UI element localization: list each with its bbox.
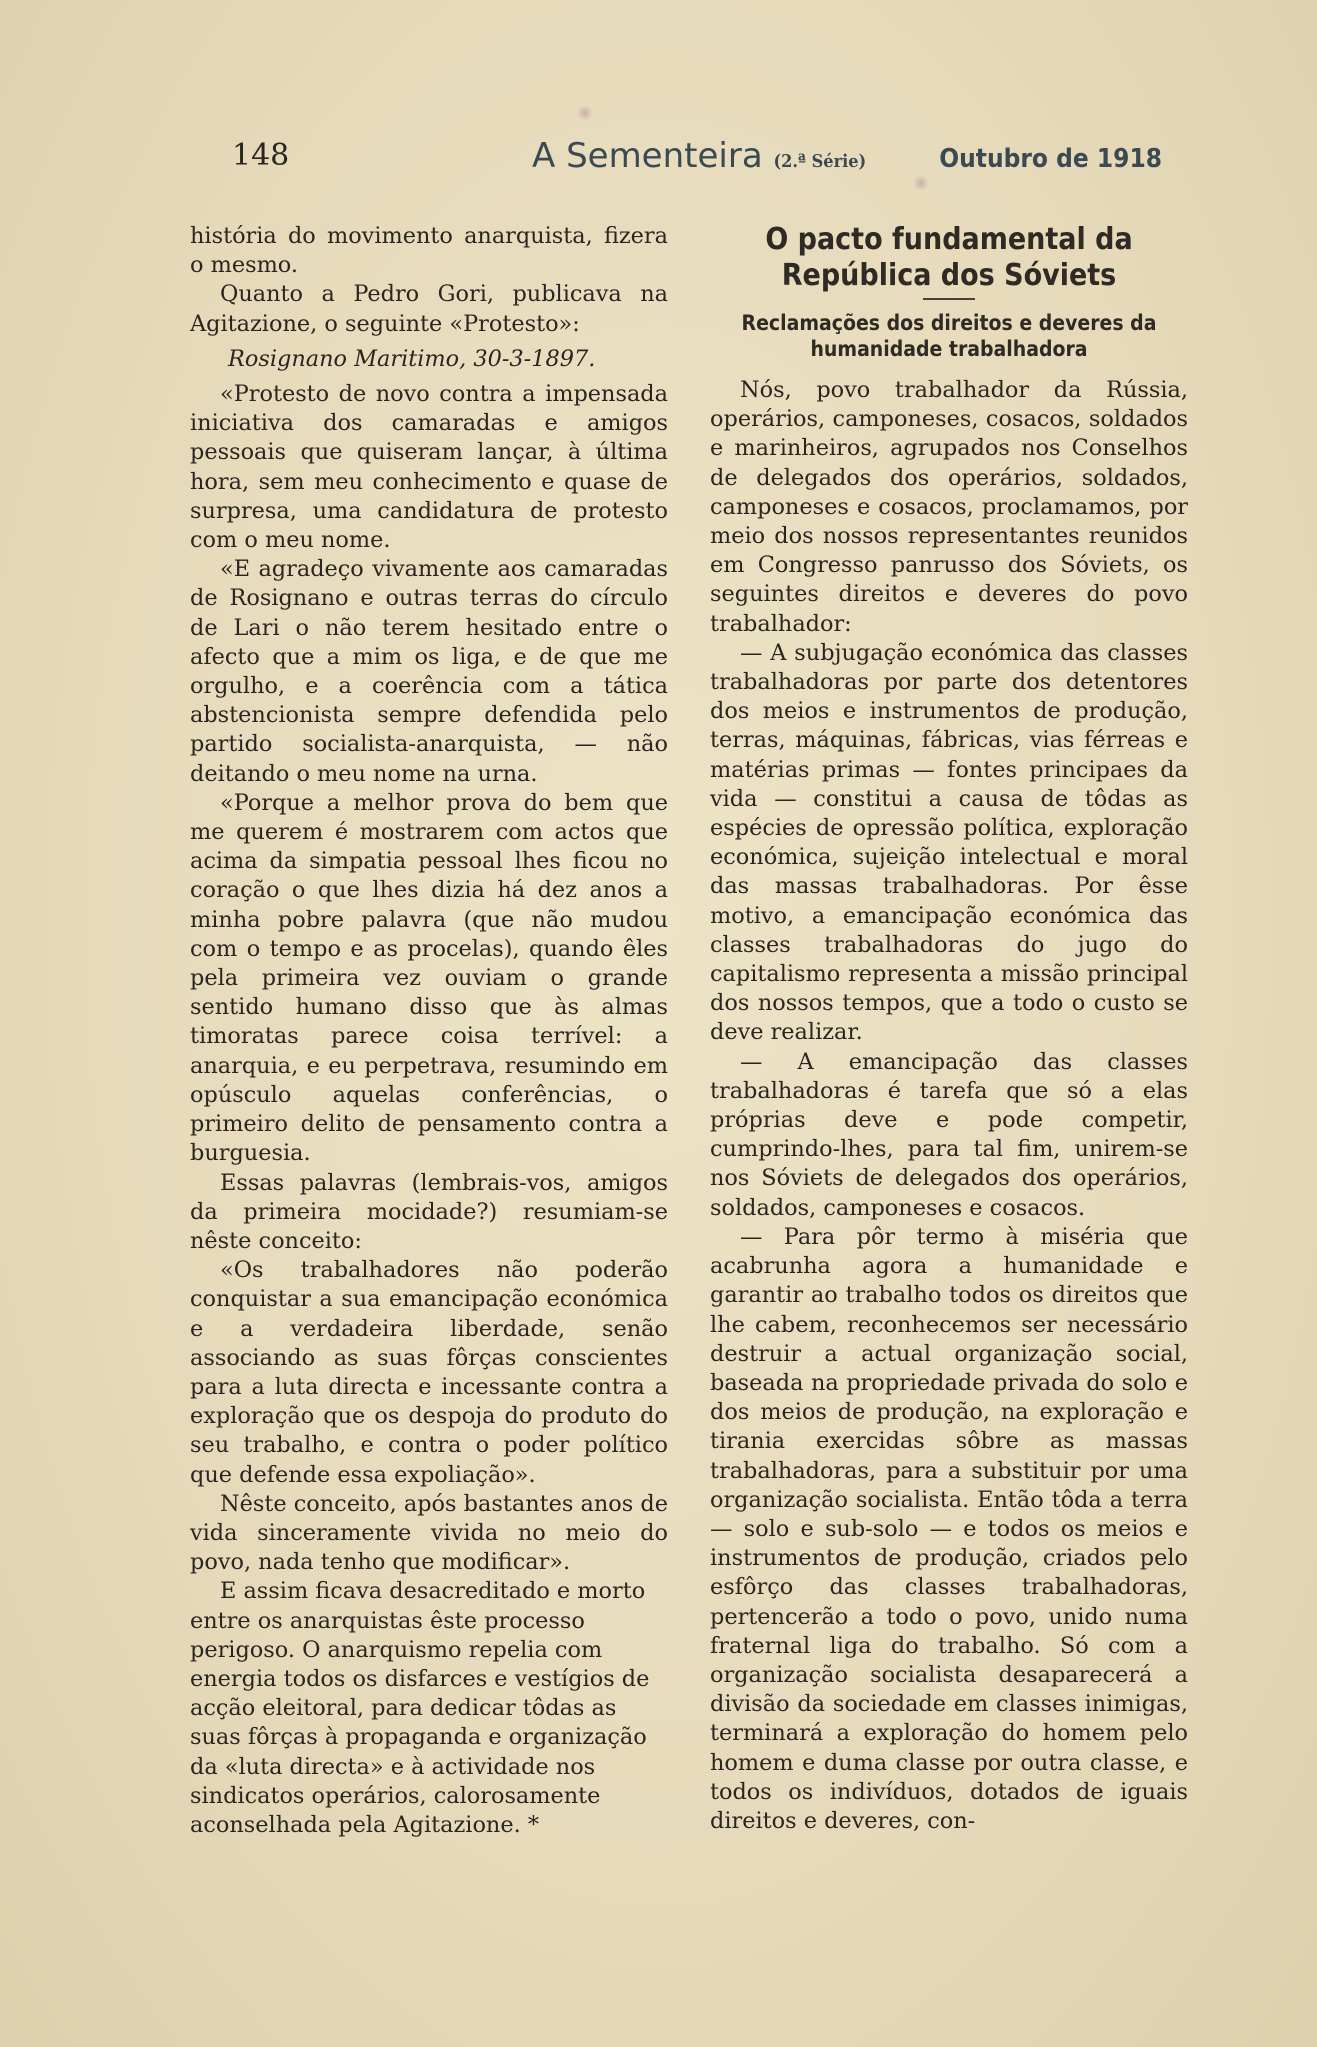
paragraph: história do movimento anarquista, fizera o mesmo. <box>190 223 668 279</box>
running-header <box>222 138 1172 188</box>
left-column <box>190 222 668 1840</box>
paragraph: — A subjugação económica das classes trabalhadoras por parte dos detentores dos meios e instrumentos de produção, terras, máquinas, fábricas, vias férreas e matérias primas — fontes principaes da vida — constitui a causa de tôdas as espécies de opressão política, exploração económica, sujeição intelectual e moral das massas trabalhadoras. Por êsse motivo, a emancipação económica das classes trabalhadoras do jugo do capitalismo representa a missão principal dos nossos tempos, que a todo o custo se deve realizar. <box>710 639 1188 1046</box>
article-title: O pacto fundamental da República dos Sóviets <box>765 222 1133 293</box>
article-subtitle: Reclamações dos direitos e deveres da humanidade trabalhadora <box>741 311 1157 361</box>
issue-date: Outubro de 1918 <box>939 144 1162 174</box>
paragraph: «Porque a melhor prova do bem que me querem é mostrarem com actos que acima da simpatia pessoal lhes ficou no coração o que lhes dizia há dez anos a minha pobre palavra (que não mudou com o tempo e as procelas), quando êles pela primeira vez ouviam o grande sentido humano disso que às almas timoratas parece coisa terrível: a anarquia, e eu perpetrava, resumindo em opúsculo aquelas conferências, o primeiro delito de pensamento contra a burguesia. <box>190 789 668 1167</box>
paragraph: «E agradeço vivamente aos camaradas de Rosignano e outras terras do círculo de Lari o não terem hesitado entre o afecto que a mim os liga, e de que me orgulho, e a coerência com a tática abstencionista sempre defendida pelo partido socialista-anarquista, — não deitando o meu nome na urna. <box>190 556 668 787</box>
dateline: Rosignano Maritimo, 30-3-1897. <box>228 345 596 372</box>
paragraph: Quanto a Pedro Gori, publicava na Agitazione, o seguinte «Protesto»: <box>190 281 668 337</box>
journal-title-line <box>532 136 866 176</box>
paragraph: E assim ficava desacreditado e morto entre os anarquistas êste processo perigoso. O anarquismo repelia com energia todos os disfarces e vestígios de acção eleitoral, para dedicar tôdas as suas fôrças à propaganda e organização da «luta directa» e à actividade nos sindicatos operários, calorosamente aconselhada pela Agitazione. * <box>190 1578 650 1838</box>
page-number: 148 <box>232 138 290 173</box>
paragraph: «Protesto de novo contra a impensada iniciativa dos camaradas e amigos pessoais que quiseram lançar, à última hora, sem meu conhecimento e quase de surpresa, uma candidatura de protesto com o meu nome. <box>190 381 668 554</box>
series-label: (2.ª Série) <box>773 151 867 172</box>
paragraph: Nós, povo trabalhador da Rússia, operários, camponeses, cosacos, soldados e marinheiros, agrupados nos Conselhos de delegados dos operários, soldados, camponeses e cosacos, proclamamos, por meio dos nossos representantes reunidos em Congresso panrusso dos Sóviets, os seguintes direitos e deveres do povo trabalhador: <box>710 377 1188 637</box>
ink-blot-ornament <box>576 106 594 120</box>
paragraph: — A emancipação das classes trabalhadoras é tarefa que só a elas próprias deve e pode competir, cumprindo-lhes, para tal fim, unirem-se nos Sóviets de delegados dos operários, soldados, camponeses e cosacos. <box>710 1048 1188 1221</box>
paragraph: «Os trabalhadores não poderão conquistar a sua emancipação económica e a verdadeira liberdade, senão associando as suas fôrças conscientes para a luta directa e incessante contra a exploração que os despoja do produto do seu trabalho, e contra o poder político que defende essa expoliação». <box>190 1257 668 1488</box>
paragraph: Essas palavras (lembrais-vos, amigos da primeira mocidade?) resumiam-se nêste conceito: <box>190 1169 668 1254</box>
title-rule <box>923 298 975 300</box>
right-column <box>710 222 1188 1836</box>
journal-title: A Sementeira <box>532 136 763 176</box>
paragraph: — Para pôr termo à miséria que acabrunha agora a humanidade e garantir ao trabalho todos os direitos que lhe cabem, reconhecemos ser necessário destruir a actual organização social, baseada na propriedade privada do solo e dos meios de produção, na exploração e tirania exercidas sôbre as massas trabalhadoras, para a substituir por uma organização socialista. Então tôda a terra — solo e sub-solo — e todos os meios e instrumentos de produção, criados pelo esfôrço das classes trabalhadoras, pertencerão a todo o povo, unido numa fraternal liga do trabalho. Só com a organização socialista desaparecerá a divisão da sociedade em classes inimigas, terminará a exploração do homem pelo homem e duma classe por outra classe, e todos os indivíduos, dotados de iguais direitos e deveres, con- <box>710 1223 1188 1834</box>
paragraph: Nêste conceito, após bastantes anos de vida sinceramente vivida no meio do povo, nada tenho que modificar». <box>190 1490 668 1576</box>
